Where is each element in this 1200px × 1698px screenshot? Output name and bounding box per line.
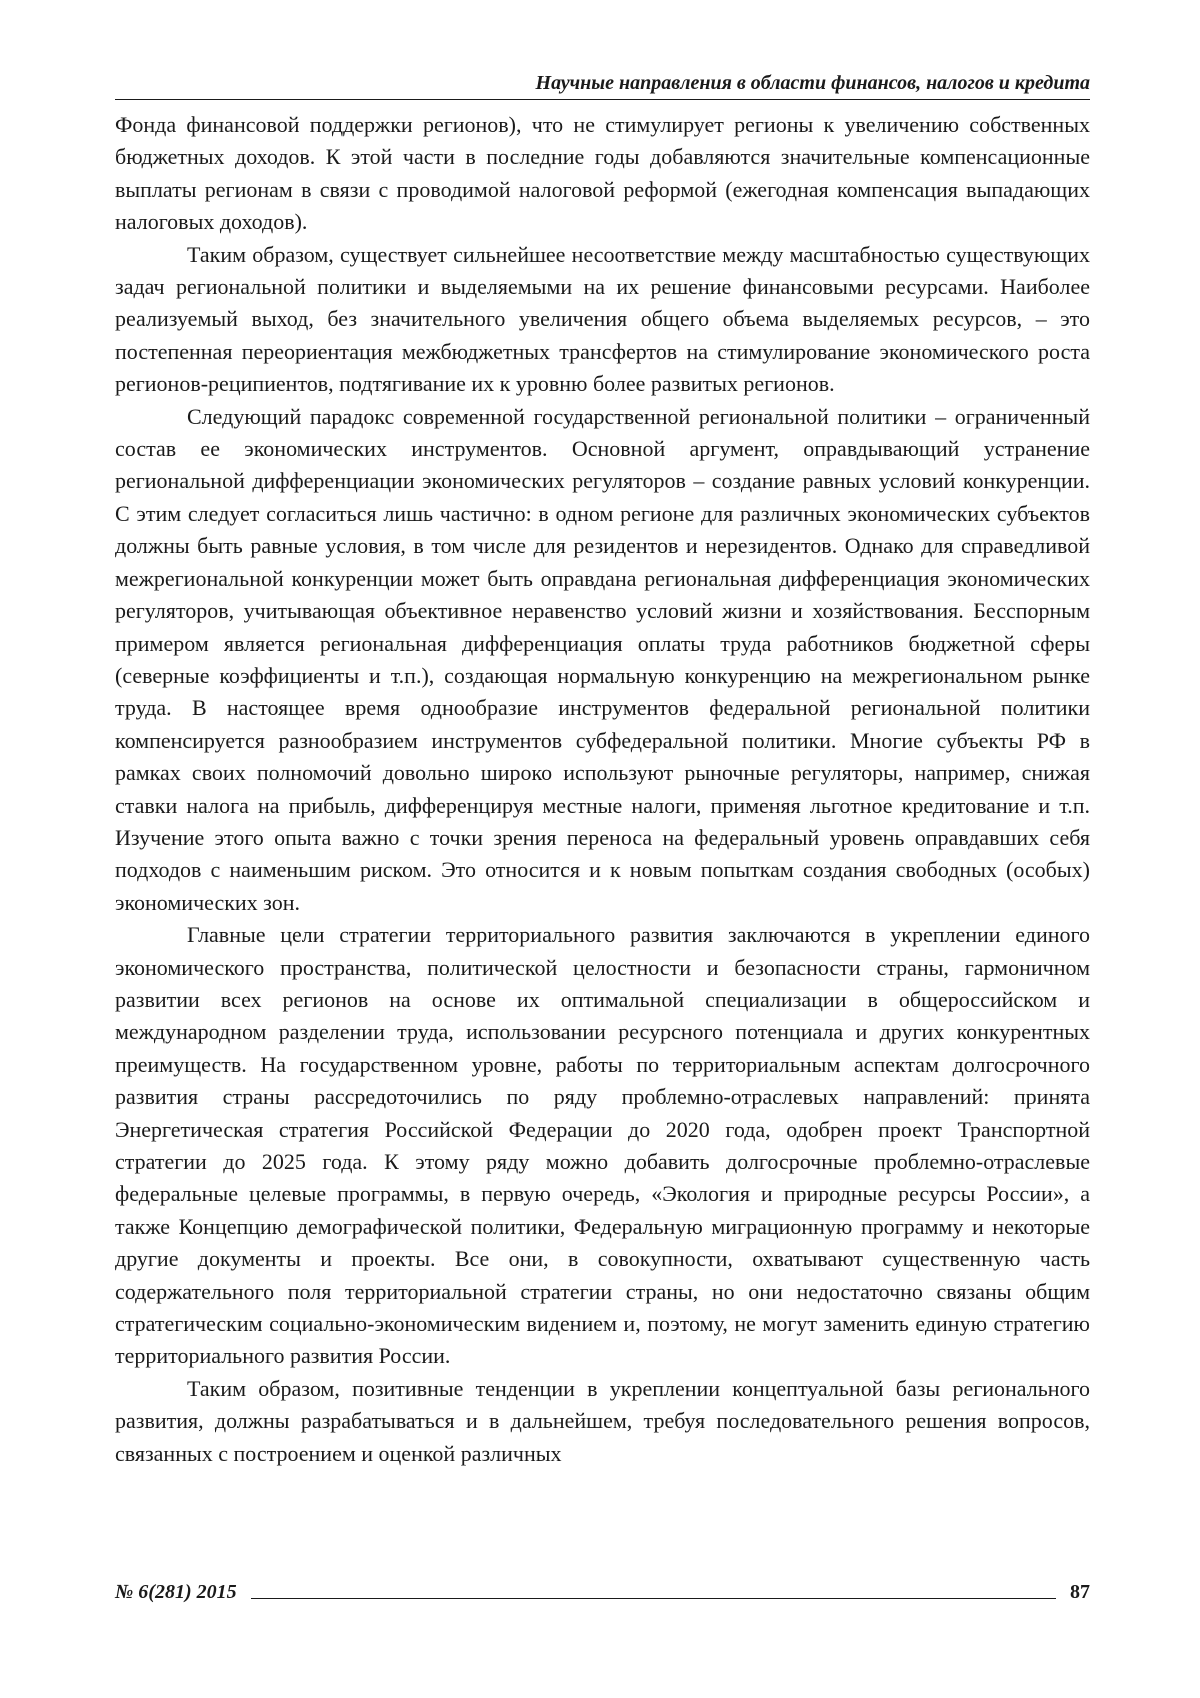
paragraph: Главные цели стратегии территориального развития заключаются в укреплении единого экономического пространства, политической целостности и безопасности страны, гармоничном развитии всех регионов на основе их оптимальной специализации в общероссийском и международном разделении труда, использовании ресурсного потенциала и других конкурентных преимуществ. На государственном уровне, работы по территориальным аспектам долгосрочного развития страны рассредоточились по ряду проблемно-отраслевых направлений: принята Энергетическая стратегия Российской Федерации до 2020 года, одобрен проект Транспортной стратегии до 2025 года. К этому ряду можно добавить долгосрочные проблемно-отраслевые федеральные целевые программы, в первую очередь, «Экология и природные ресурсы России», а также Концепцию демографической политики, Федеральную миграционную программу и некоторые другие документы и проекты. Все они, в совокупности, охватывают существенную часть содержательного поля территориальной стратегии страны, но они недостаточно связаны общим стратегическим социально-экономическим видением и, поэтому, не могут заменить единую стратегию территориального развития России. <box>115 919 1090 1373</box>
article-body <box>115 109 1090 1470</box>
journal-page <box>115 70 1090 1630</box>
running-header: Научные направления в области финансов, налогов и кредита <box>115 70 1090 100</box>
paragraph: Следующий парадокс современной государственной региональной политики – ограниченный состав ее экономических инструментов. Основной аргумент, оправдывающий устранение региональной дифференциации экономических регуляторов – создание равных условий конкуренции. С этим следует согласиться лишь частично: в одном регионе для различных экономических субъектов должны быть равные условия, в том числе для резидентов и нерезидентов. Однако для справедливой межрегиональной конкуренции может быть оправдана региональная дифференциация экономических регуляторов, учитывающая объективное неравенство условий жизни и хозяйствования. Бесспорным примером является региональная дифференциация оплаты труда работников бюджетной сферы (северные коэффициенты и т.п.), создающая нормальную конкуренцию на межрегиональном рынке труда. В настоящее время однообразие инструментов федеральной региональной политики компенсируется разнообразием инструментов субфедеральной политики. Многие субъекты РФ в рамках своих полномочий довольно широко используют рыночные регуляторы, например, снижая ставки налога на прибыль, дифференцируя местные налоги, применяя льготное кредитование и т.п. Изучение этого опыта важно с точки зрения переноса на федеральный уровень оправдавших себя подходов с наименьшим риском. Это относится и к новым попыткам создания свободных (особых) экономических зон. <box>115 401 1090 920</box>
page-number: 87 <box>1070 1580 1090 1604</box>
page-footer <box>115 1580 1090 1604</box>
paragraph-continued: Фонда финансовой поддержки регионов), что не стимулирует регионы к увеличению собственных бюджетных доходов. К этой части в последние годы добавляются значительные компенсационные выплаты регионам в связи с проводимой налоговой реформой (ежегодная компенсация выпадающих налоговых доходов). <box>115 109 1090 239</box>
paragraph: Таким образом, позитивные тенденции в укреплении концептуальной базы регионального развития, должны разрабатываться и в дальнейшем, требуя последовательного решения вопросов, связанных с построением и оценкой различных <box>115 1373 1090 1470</box>
footer-rule <box>251 1598 1056 1599</box>
issue-number: № 6(281) 2015 <box>115 1580 237 1604</box>
paragraph: Таким образом, существует сильнейшее несоответствие между масштабностью существующих задач региональной политики и выделяемыми на их решение финансовыми ресурсами. Наиболее реализуемый выход, без значительного увеличения общего объема выделяемых ресурсов, – это постепенная переориентация межбюджетных трансфертов на стимулирование экономического роста регионов-реципиентов, подтягивание их к уровню более развитых регионов. <box>115 239 1090 401</box>
